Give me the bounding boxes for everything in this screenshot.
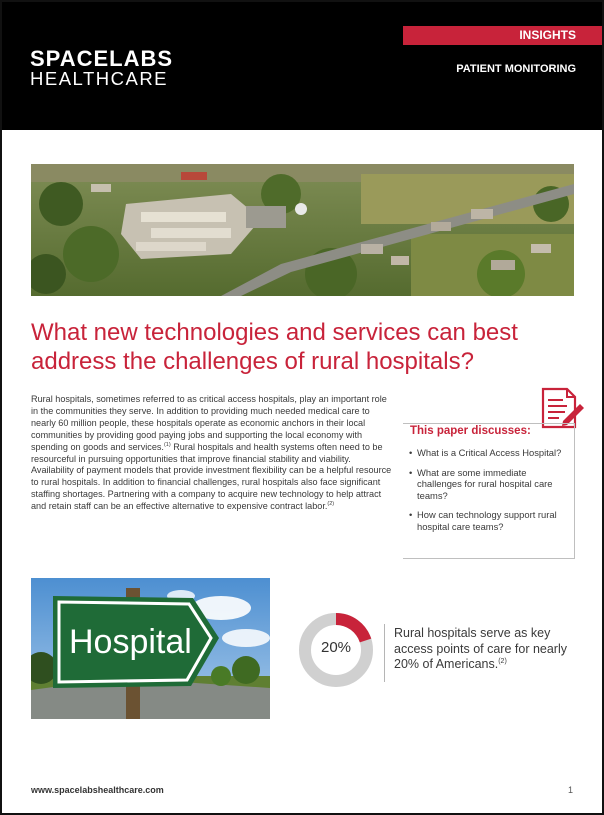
logo-line-2: HEALTHCARE	[30, 68, 169, 89]
footer-url[interactable]: www.spacelabshealthcare.com	[31, 785, 164, 795]
sign-text: Hospital	[69, 623, 192, 661]
body-text	[31, 394, 393, 513]
list-item: • How can technology support rural hospital care teams?	[409, 509, 573, 532]
category-label: PATIENT MONITORING	[456, 63, 576, 75]
stat-reference: (2)	[498, 657, 507, 665]
list-item: • What is a Critical Access Hospital?	[409, 447, 573, 459]
page-number: 1	[568, 785, 574, 795]
paper-discusses-box	[403, 423, 575, 559]
page-header	[2, 2, 602, 130]
sidebar-title: This paper discusses:	[410, 425, 531, 437]
divider	[384, 624, 385, 682]
body-paragraph-2: Rural hospitals and health systems often need to be resourceful in pursuing opportunities that improve financial stability and viability. Availability of payment models that provide investment flexibility can be a helpful resource to rural hospitals. In addition to financial challenges, rural hospitals also face significant staffing shortages. Partnering with a company to acquire new technology to help attract and retain staff can be an effective alternative to expensive contract labor.	[31, 441, 392, 512]
page-headline: What new technologies and services can best address the challenges of rural hospitals?	[31, 319, 518, 375]
insights-label: INSIGHTS	[519, 28, 576, 42]
hospital-sign-photo	[31, 578, 270, 719]
stat-text	[394, 626, 579, 673]
insights-tag	[403, 26, 602, 45]
reference-2: (2)	[327, 501, 335, 508]
sidebar-list	[409, 447, 573, 540]
body-paragraph-1: Rural hospitals, sometimes referred to as critical access hospitals, play an important role in the communities they serve. In addition to providing much needed medical care to nearly 60 million people, these hospitals operate as economic anchors in their local communities by providing good paying jobs and supporting the local economy with spending on goods and services.	[31, 394, 387, 452]
logo-line-1: SPACELABS	[30, 46, 174, 71]
reference-1: (1)	[163, 441, 171, 448]
stat-sentence: Rural hospitals serve as key access points of care for nearly 20% of Americans.	[394, 626, 567, 671]
list-item: • What are some immediate challenges for rural hospital care teams?	[409, 467, 573, 502]
hero-aerial-photo	[31, 164, 574, 296]
percent-label: 20%	[320, 639, 352, 656]
